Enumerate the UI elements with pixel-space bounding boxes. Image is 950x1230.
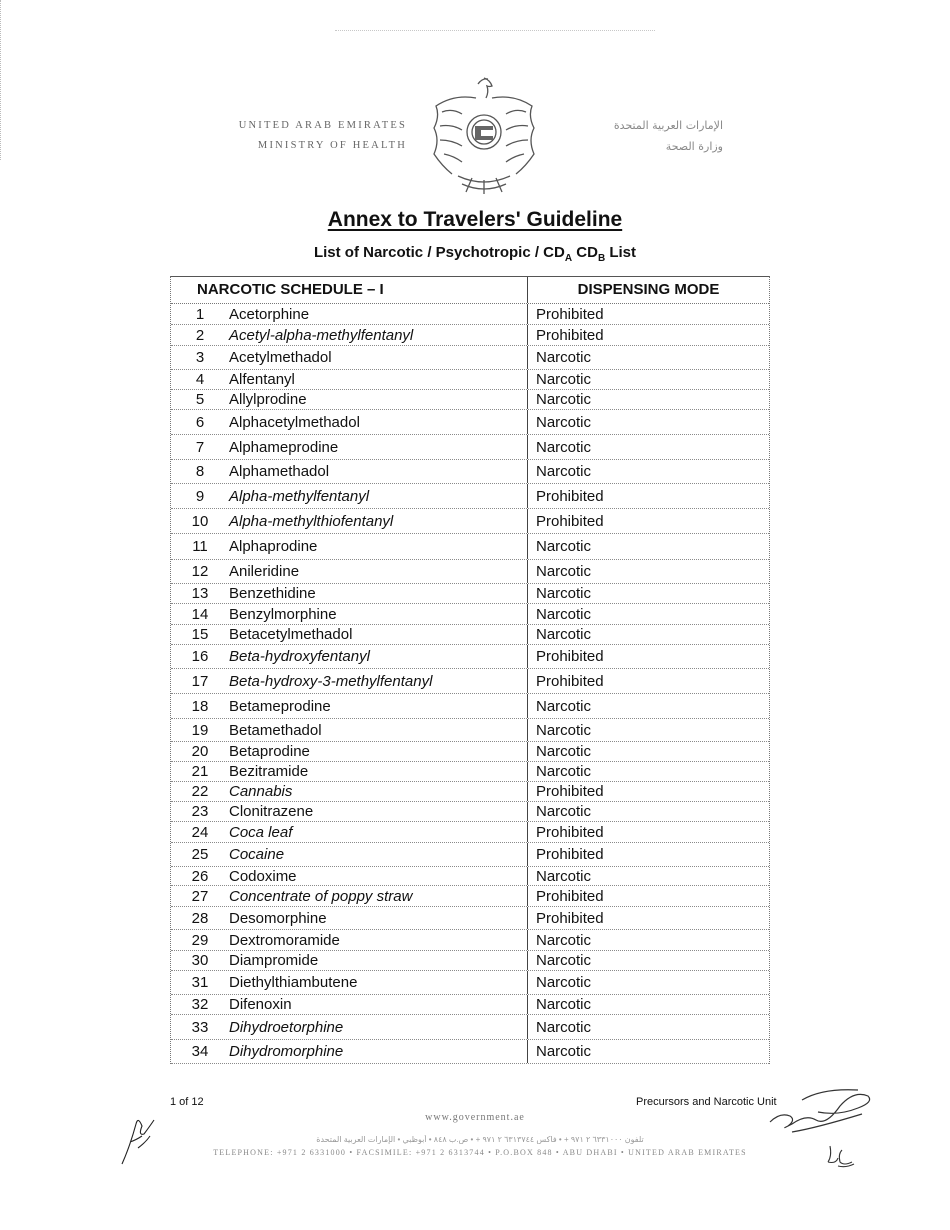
document-title-text: Annex to Travelers' Guideline [327,208,623,231]
subtitle-mid: CD [572,244,598,261]
substance-name: Allylprodine [229,390,528,409]
handwritten-mark-icon [824,1140,858,1170]
row-number: 25 [191,846,209,863]
row-number: 12 [191,563,209,580]
substance-name: Dihydromorphine [229,1040,528,1063]
dispensing-mode: Narcotic [536,371,592,388]
org-en-line1: UNITED ARAB EMIRATES [238,120,407,131]
page-number: 1 of 12 [170,1096,204,1108]
org-ar-line2: وزارة الصحة [665,140,723,153]
table-row [171,782,769,802]
table-header-row [171,277,769,304]
substance-name: Diethylthiambutene [229,971,528,994]
row-number: 31 [191,974,209,991]
table-row [171,346,769,370]
table-row [171,843,769,867]
row-number: 27 [191,887,209,905]
substance-name: Acetylmethadol [229,346,528,369]
table-row [171,435,769,460]
substance-name: Clonitrazene [229,802,528,821]
table-row [171,822,769,843]
dispensing-mode: Narcotic [536,391,592,408]
substance-name: Alphacetylmethadol [229,410,528,434]
dispensing-mode: Prohibited [536,672,604,690]
subtitle-sub-b: B [597,253,606,264]
unit-name: Precursors and Narcotic Unit [636,1096,777,1108]
substance-name: Codoxime [229,867,528,885]
subtitle-sub-a: A [564,253,573,264]
row-number: 28 [191,909,209,927]
substance-name: Betaprodine [229,742,528,761]
dispensing-mode: Prohibited [536,887,604,905]
dispensing-mode: Prohibited [536,846,604,863]
scan-top-dots [335,30,655,32]
dispensing-mode: Prohibited [536,512,604,530]
row-number: 14 [191,605,209,623]
row-number: 11 [192,538,208,555]
dispensing-mode: Narcotic [536,538,592,555]
substance-name: Beta-hydroxyfentanyl [229,645,528,668]
table-row [171,742,769,762]
substance-name: Alphamethadol [229,460,528,483]
table-row [171,719,769,742]
table-row [171,951,769,971]
row-number: 2 [195,326,205,344]
table-row [171,930,769,951]
org-ar-line1: الإمارات العربية المتحدة [613,119,723,132]
row-number: 26 [191,867,209,885]
dispensing-mode: Narcotic [536,626,592,643]
substance-name: Beta-hydroxy-3-methylfentanyl [229,669,528,693]
table-row [171,762,769,782]
scan-edge-noise [0,0,9,160]
dispensing-mode: Narcotic [536,563,592,580]
website-url: www.government.ae [425,1112,525,1123]
substance-name: Alpha-methylfentanyl [229,484,528,508]
table-row [171,971,769,995]
row-number: 19 [191,721,209,739]
ministry-name-arabic [558,115,723,157]
footer-contact-english: TELEPHONE: +971 2 6331000 • FACSIMILE: +971 2 6313744 • P.O.BOX 848 • ABU DHABI • UNITED ARAB EMIRATES [213,1148,747,1157]
signature-scribble-icon [762,1080,872,1140]
ministry-name-english [237,116,407,156]
narcotic-schedule-table [170,276,770,1064]
substance-name: Cocaine [229,843,528,866]
dispensing-mode: Narcotic [536,721,592,739]
table-row [171,645,769,669]
substance-name: Dihydroetorphine [229,1015,528,1039]
row-number: 10 [191,512,209,530]
table-row [171,390,769,410]
org-en-line2: MINISTRY OF HEALTH [257,140,407,151]
table-row [171,604,769,625]
substance-name: Cannabis [229,782,528,801]
row-number: 32 [191,996,209,1013]
dispensing-mode: Narcotic [536,974,592,991]
dispensing-mode: Narcotic [536,585,592,602]
substance-name: Alpha-methylthiofentanyl [229,509,528,533]
col-header-dispensing-mode: DISPENSING MODE [577,281,720,298]
substance-name: Concentrate of poppy straw [229,886,528,906]
row-number: 15 [191,626,209,643]
row-number: 9 [195,487,205,505]
dispensing-mode: Prohibited [536,823,604,841]
row-number: 24 [191,823,209,841]
row-number: 22 [191,783,209,800]
substance-name: Difenoxin [229,995,528,1014]
substance-name: Desomorphine [229,907,528,929]
document-title [0,208,950,232]
table-row [171,370,769,390]
substance-name: Diampromide [229,951,528,970]
dispensing-mode: Narcotic [536,867,592,885]
dispensing-mode: Prohibited [536,783,604,800]
table-row [171,325,769,346]
substance-name: Betameprodine [229,694,528,718]
table-row [171,694,769,719]
table-row [171,534,769,560]
subtitle-prefix: List of Narcotic / Psychotropic / CD [313,244,565,261]
table-row [171,509,769,534]
dispensing-mode: Narcotic [536,803,592,820]
dispensing-mode: Narcotic [536,743,592,760]
substance-name: Benzylmorphine [229,604,528,624]
dispensing-mode: Narcotic [536,952,592,969]
substance-name: Betamethadol [229,719,528,741]
table-row [171,410,769,435]
substance-name: Coca leaf [229,822,528,842]
substance-name: Anileridine [229,560,528,583]
row-number: 4 [195,371,205,388]
table-row [171,1040,769,1064]
substance-name: Alphaprodine [229,534,528,559]
dispensing-mode: Narcotic [536,413,592,431]
dispensing-mode: Narcotic [536,763,592,780]
subtitle-suffix: List [605,244,637,261]
substance-name: Dextromoramide [229,930,528,950]
dispensing-mode: Narcotic [536,697,592,715]
row-number: 8 [195,463,205,480]
row-number: 1 [195,305,205,323]
table-row [171,867,769,886]
table-row [171,484,769,509]
table-row [171,304,769,325]
table-row [171,886,769,907]
row-number: 3 [195,349,205,366]
dispensing-mode: Narcotic [536,1043,592,1060]
table-row [171,460,769,484]
dispensing-mode: Narcotic [536,996,592,1013]
row-number: 30 [191,952,209,969]
table-row [171,802,769,822]
dispensing-mode: Narcotic [536,1018,592,1036]
row-number: 17 [191,672,209,690]
table-row [171,625,769,645]
table-row [171,995,769,1015]
dispensing-mode: Narcotic [536,931,592,949]
table-row [171,907,769,930]
substance-name: Alphameprodine [229,435,528,459]
table-row [171,560,769,584]
dispensing-mode: Narcotic [536,349,592,366]
dispensing-mode: Prohibited [536,648,604,665]
dispensing-mode: Prohibited [536,909,604,927]
dispensing-mode: Prohibited [536,326,604,344]
table-row [171,1015,769,1040]
dispensing-mode: Narcotic [536,438,592,456]
row-number: 20 [191,743,209,760]
dispensing-mode: Narcotic [536,605,592,623]
row-number: 23 [191,803,209,820]
row-number: 33 [191,1018,209,1036]
dispensing-mode: Prohibited [536,305,604,323]
dispensing-mode: Prohibited [536,487,604,505]
row-number: 13 [191,585,209,602]
table-row [171,669,769,694]
substance-name: Betacetylmethadol [229,625,528,644]
col-header-schedule: NARCOTIC SCHEDULE – I [171,277,528,303]
footer-contact-arabic: تلفون ٦٣٣١٠٠٠ ٢ ٩٧١ + • فاكس ٦٣١٣٧٤٤ ٢ ٩٧١ + • ص.ب ٨٤٨ • أبوظبي • الإمارات العربية المتحدة [316,1135,644,1144]
table-row [171,584,769,604]
row-number: 29 [191,931,209,949]
row-number: 6 [195,413,205,431]
substance-name: Benzethidine [229,584,528,603]
row-number: 16 [191,648,209,665]
row-number: 7 [195,438,205,456]
document-subtitle [0,244,950,264]
dispensing-mode: Narcotic [536,463,592,480]
substance-name: Bezitramide [229,762,528,781]
uae-falcon-emblem-icon [428,74,540,198]
substance-name: Alfentanyl [229,370,528,389]
row-number: 21 [191,763,209,780]
substance-name: Acetorphine [229,304,528,324]
table-body [171,304,769,1064]
row-number: 34 [191,1043,209,1060]
substance-name: Acetyl-alpha-methylfentanyl [229,325,528,345]
row-number: 18 [191,697,209,715]
row-number: 5 [195,391,205,408]
